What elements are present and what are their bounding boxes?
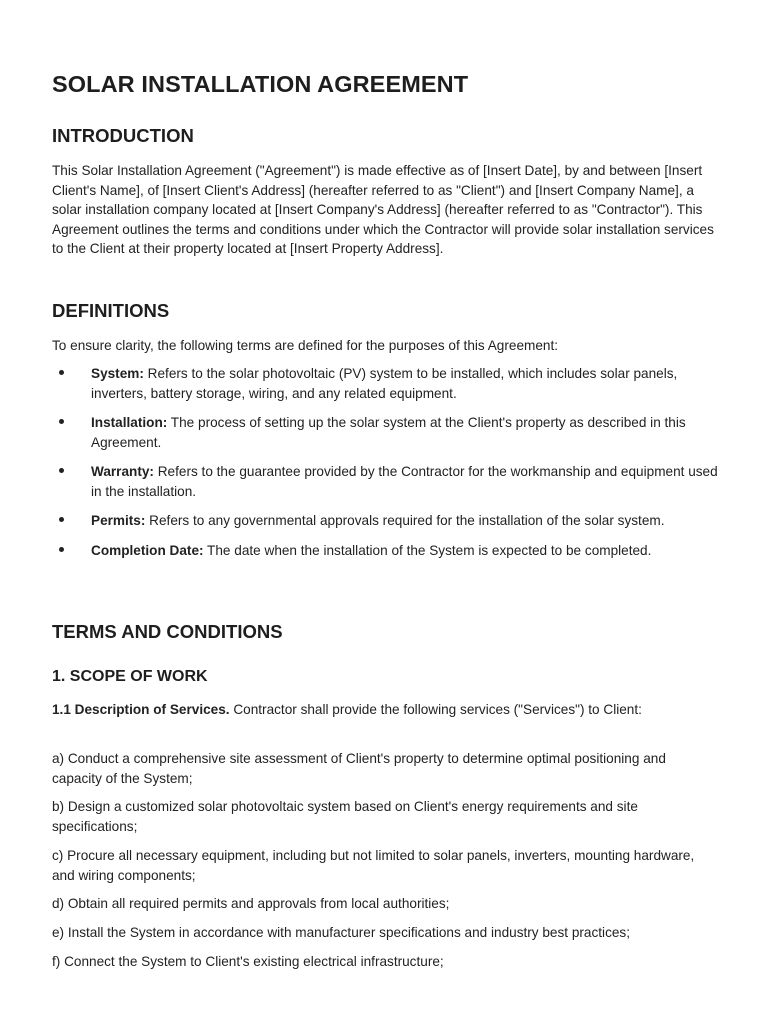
bullet-icon	[59, 370, 64, 375]
terms-heading: TERMS AND CONDITIONS	[52, 621, 283, 642]
list-item	[52, 541, 718, 561]
definition-text: The process of setting up the solar system at the Client's property as described in this Agreement.	[91, 415, 686, 450]
definition-term: Permits:	[91, 513, 146, 528]
definition-text: Refers to any governmental approvals required for the installation of the solar system.	[145, 513, 665, 528]
list-item	[52, 511, 718, 531]
definition-text: Refers to the guarantee provided by the Contractor for the workmanship and equipment used in the installation.	[91, 464, 718, 499]
definition-text: Refers to the solar photovoltaic (PV) system to be installed, which includes solar panels, inverters, battery storage, wiring, and any related equipment.	[91, 366, 678, 401]
document-title: SOLAR INSTALLATION AGREEMENT	[52, 71, 469, 97]
definition-term: System:	[91, 366, 144, 381]
definition-term: Completion Date:	[91, 542, 204, 558]
service-item: e) Install the System in accordance with manufacturer specifications and industry best practices;	[52, 925, 631, 940]
introduction-paragraph: This Solar Installation Agreement ("Agreement") is made effective as of [Insert Date], by and between [Insert Client's Name], of [Insert Client's Address] (hereafter referred to as "Client") and [Insert Company Name], a solar installation company located at [Insert Company's Address] (hereafter referred to as "Contractor"). This Agreement outlines the terms and conditions under which the Contractor will provide solar installation services to the Client at their property located at [Insert Property Address].	[52, 163, 714, 256]
service-item: f) Connect the System to Client's existing electrical infrastructure;	[52, 954, 444, 969]
service-item: c) Procure all necessary equipment, including but not limited to solar panels, inverters, mounting hardware, and wiring components;	[52, 848, 695, 883]
definition-term: Installation:	[91, 415, 168, 430]
bullet-icon	[59, 419, 64, 424]
description-label: 1.1 Description of Services.	[52, 702, 230, 717]
definition-text: The date when the installation of the System is expected to be completed.	[203, 542, 652, 558]
bullet-icon	[59, 517, 64, 522]
definition-term: Warranty:	[91, 464, 154, 479]
definitions-heading: DEFINITIONS	[52, 300, 170, 321]
introduction-heading: INTRODUCTION	[52, 125, 194, 146]
description-text: Contractor shall provide the following services ("Services") to Client:	[229, 702, 642, 717]
service-item: b) Design a customized solar photovoltaic system based on Client's energy requirements and site specifications;	[52, 799, 638, 834]
definitions-intro: To ensure clarity, the following terms are defined for the purposes of this Agreement:	[52, 338, 559, 353]
description-of-services	[52, 700, 718, 720]
scope-of-work-heading: 1. SCOPE OF WORK	[52, 668, 208, 685]
bullet-icon	[59, 547, 64, 552]
bullet-icon	[59, 468, 64, 473]
service-item: a) Conduct a comprehensive site assessment of Client's property to determine optimal positioning and capacity of the System;	[52, 751, 666, 786]
list-item	[52, 462, 718, 501]
service-item: d) Obtain all required permits and approvals from local authorities;	[52, 896, 450, 911]
list-item	[52, 364, 718, 403]
list-item	[52, 413, 718, 452]
definitions-list	[52, 364, 718, 570]
